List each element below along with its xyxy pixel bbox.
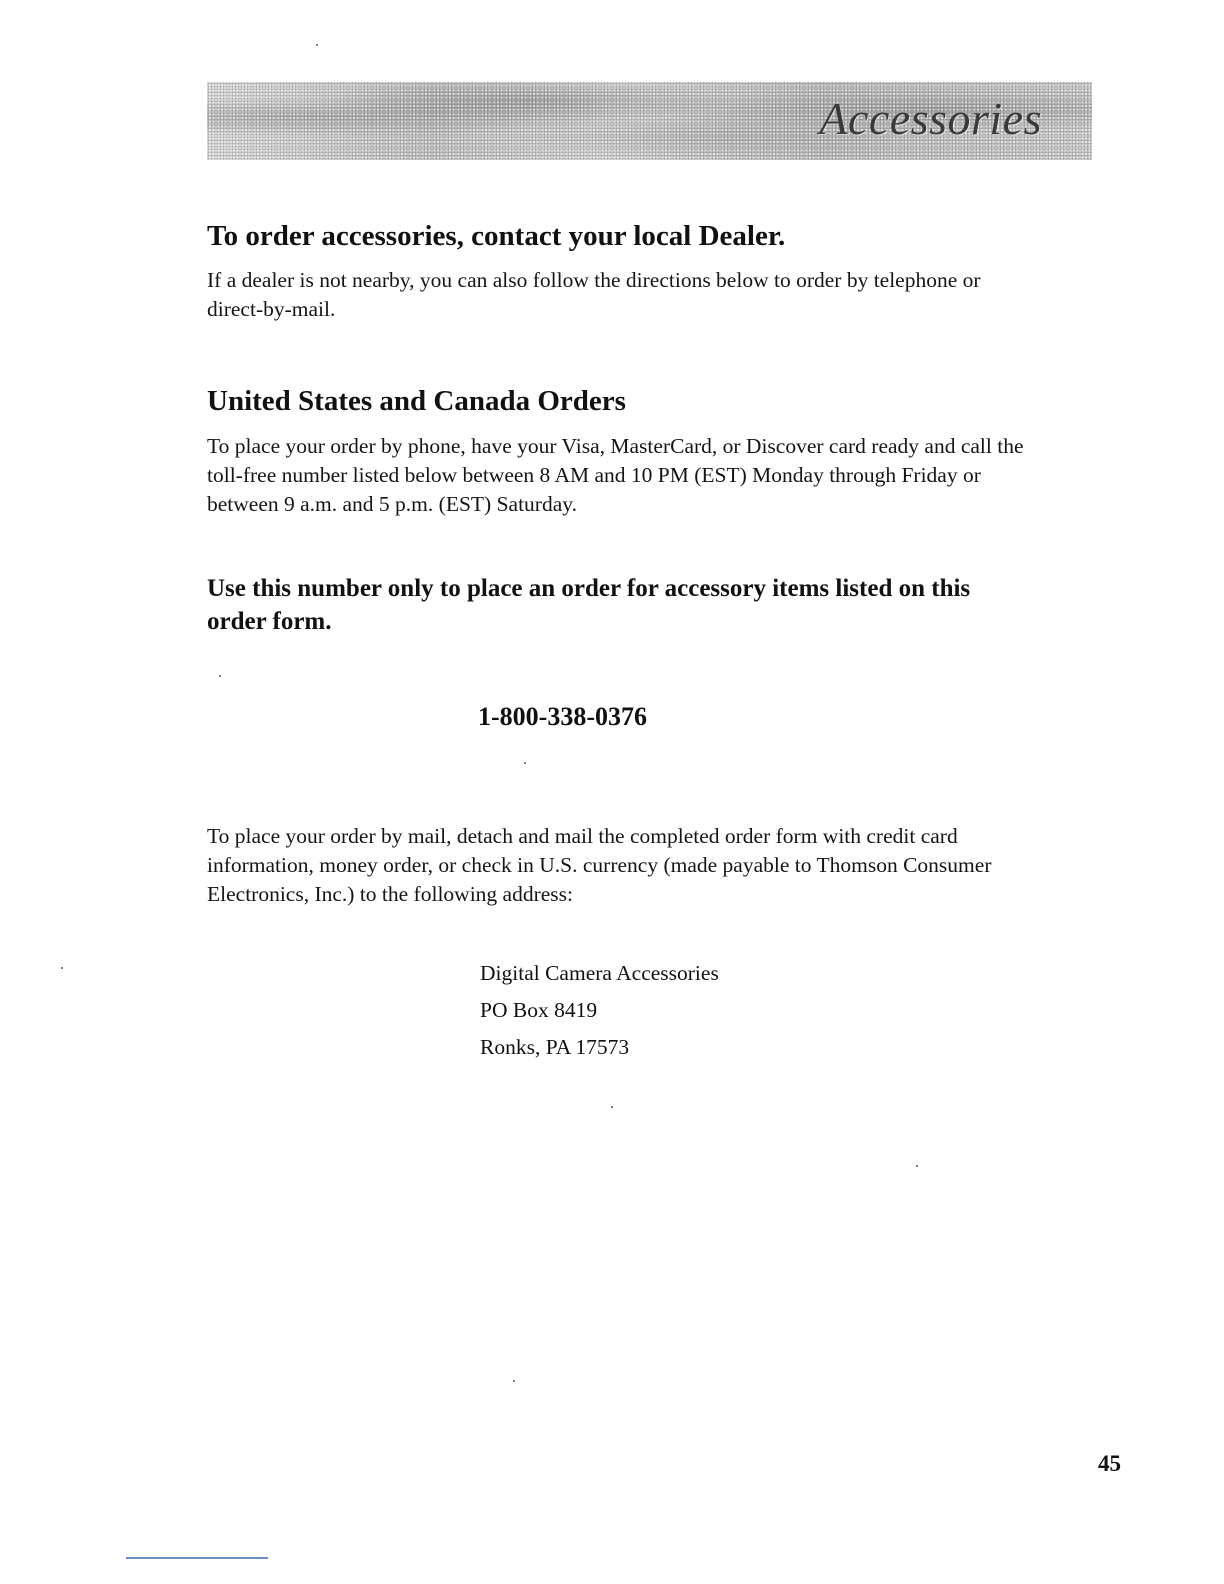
toll-free-number: 1-800-338-0376 [478,702,647,731]
scan-speck [611,1106,613,1108]
footer-rule [126,1557,268,1559]
scan-speck [316,44,318,46]
page-number: 45 [1098,1451,1121,1476]
dealer-paragraph: If a dealer is not nearby, you can also follow the directions below to order by telephone or direct-by-mail. [207,268,981,321]
scan-speck [513,1380,515,1382]
us-canada-heading: United States and Canada Orders [207,385,626,417]
order-number-notice: Use this number only to place an order for accessory items listed on this order form. [207,575,971,635]
address-line-3: Ronks, PA 17573 [480,1035,630,1059]
scan-speck [916,1165,918,1167]
dealer-heading: To order accessories, contact your local Dealer. [207,220,786,252]
phone-order-paragraph: To place your order by phone, have your Visa, MasterCard, or Discover card ready and call the toll-free number listed below between 8 AM and 10 PM (EST) Monday through Friday or between 9 a.m. and 5 p.m. (EST) Saturday. [207,434,1024,516]
header-title: Accessories [819,93,1042,144]
mail-order-paragraph: To place your order by mail, detach and mail the completed order form with credit card information, money order, or check in U.S. currency (made payable to Thomson Consumer Electronics, Inc.) to the following address: [207,824,992,906]
scan-speck [61,967,63,969]
address-line-2: PO Box 8419 [480,998,598,1022]
scan-speck [524,762,526,764]
mailing-address [480,955,719,1066]
header-banner [207,82,1092,160]
scan-speck [219,675,221,677]
address-line-1: Digital Camera Accessories [480,961,719,985]
